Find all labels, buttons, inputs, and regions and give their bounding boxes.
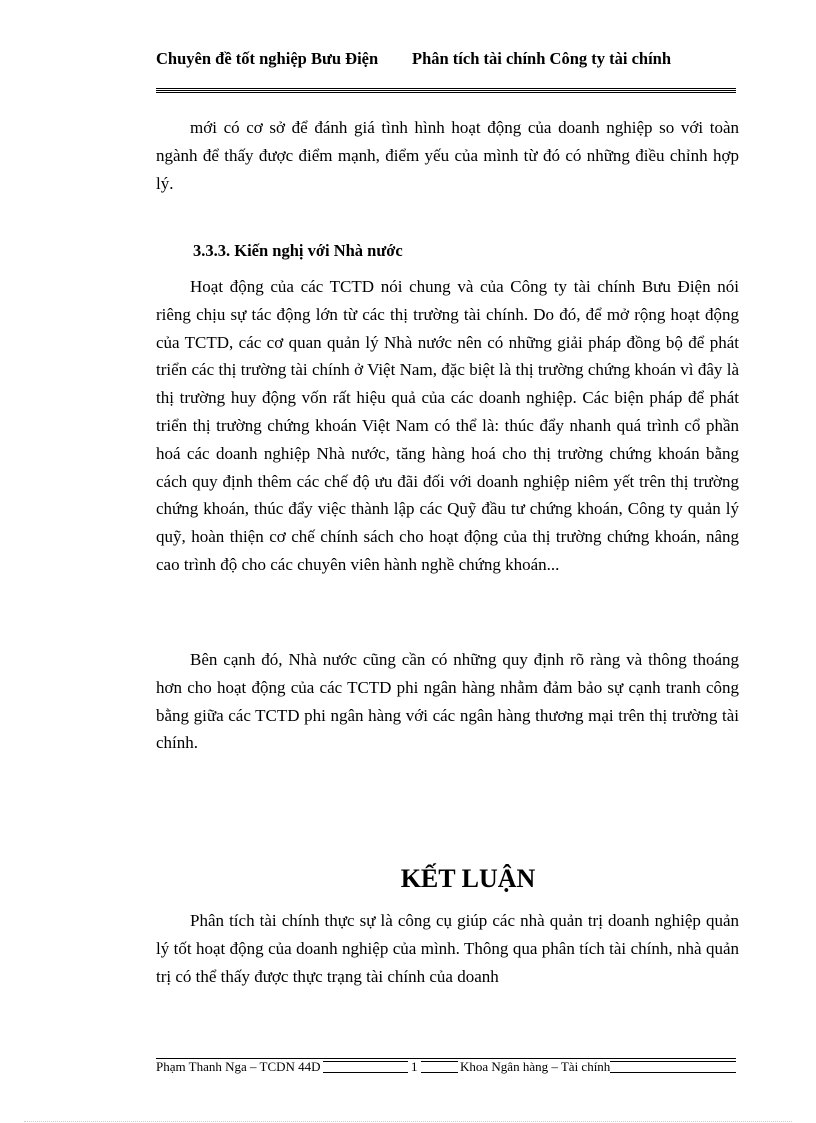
paragraph-text: Hoạt động của các TCTD nói chung và của Công ty tài chính Bưu Điện nói riêng chịu sự tác động lớn từ các thị trường tài chính. Do đó, để mở rộng hoạt động của TCTD, các cơ quan quản lý Nhà nước nên có những giải pháp đồng bộ để phát triển các thị trường tài chính ở Việt Nam, đặc biệt là thị trường chứng khoán vì đây là thị trường huy động vốn rất hiệu quả của các doanh nghiệp. Các biện pháp để phát triển thị trường chứng khoán Việt Nam có thể là: thúc đẩy nhanh quá trình cổ phần hoá các doanh nghiệp Nhà nước, tăng hàng hoá cho thị trường chứng khoán bằng cách quy định thêm các chế độ ưu đãi đối với doanh nghiệp niêm yết trên thị trường chứng khoán, thúc đẩy việc thành lập các Quỹ đầu tư chứng khoán, Công ty quản lý quỹ, hoàn thiện cơ chế chính sách cho hoạt động của thị trường chứng khoán, nâng cao trình độ cho các chuyên viên hành nghề chứng khoán... — [156, 277, 739, 574]
header-document-type: Chuyên đề tốt nghiệp Bưu Điện — [156, 49, 379, 68]
footer-page-number: 1 — [408, 1059, 421, 1075]
paragraph-text: mới có cơ sở để đánh giá tình hình hoạt động của doanh nghiệp so với toàn ngành để thấy được điểm mạnh, điểm yếu của mình từ đó có những điều chỉnh hợp lý. — [156, 118, 739, 193]
page-bottom-edge — [24, 1121, 792, 1122]
footer-author: Phạm Thanh Nga – TCDN 44D — [156, 1059, 321, 1074]
header-divider — [156, 88, 736, 93]
section-heading: 3.3.3. Kiến nghị với Nhà nước — [193, 241, 403, 260]
paragraph-text: Phân tích tài chính thực sự là công cụ giúp các nhà quản trị doanh nghiệp quản lý tốt hoạt động của doanh nghiệp của mình. Thông qua phân tích tài chính, nhà quản trị có thể thấy được thực trạng tài chính của doanh — [156, 911, 739, 986]
paragraph-intro-continuation — [156, 114, 739, 197]
paragraph-conclusion — [156, 907, 739, 990]
paragraph-regulations — [156, 646, 739, 757]
header-document-title: Phân tích tài chính Công ty tài chính — [412, 49, 672, 68]
footer-faculty: Khoa Ngân hàng – Tài chính — [460, 1059, 611, 1074]
paragraph-recommendations — [156, 273, 739, 579]
page-footer — [156, 1059, 736, 1075]
conclusion-title: KẾT LUẬN — [400, 864, 536, 893]
paragraph-text: Bên cạnh đó, Nhà nước cũng cần có những quy định rõ ràng và thông thoáng hơn cho hoạt động của các TCTD phi ngân hàng nhằm đảm bảo sự cạnh tranh công bằng giữa các TCTD phi ngân hàng với các ngân hàng thương mại trên thị trường tài chính. — [156, 650, 739, 753]
